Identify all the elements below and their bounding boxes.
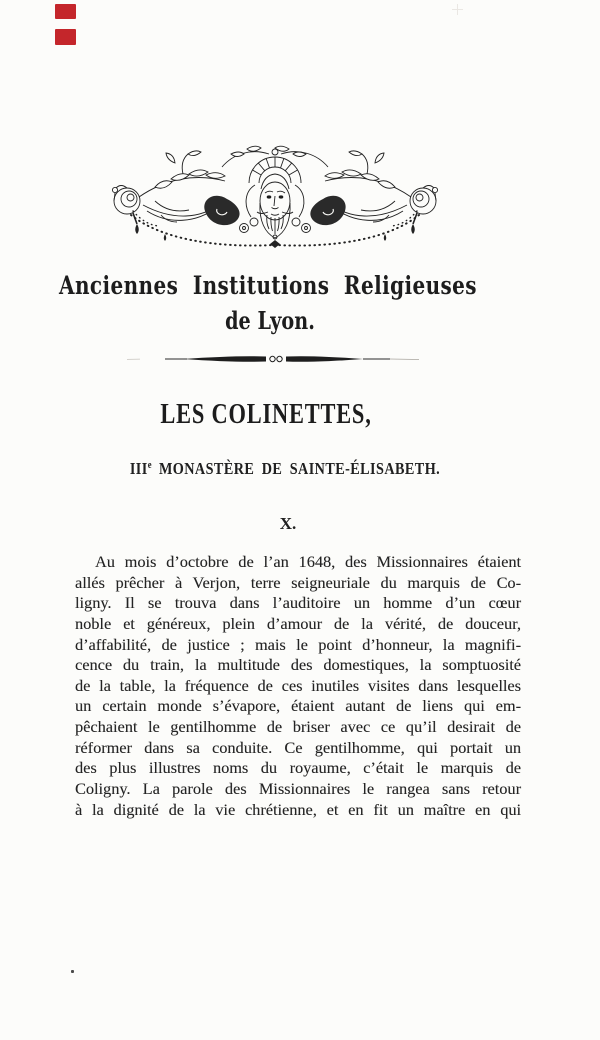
masthead-title-line1: Anciennes Institutions Religieuses bbox=[59, 271, 477, 300]
text-line: d’affabilité, de justice ; mais le point d’honneur, la magnifi- bbox=[75, 634, 521, 654]
red-stamp-mark-bottom bbox=[55, 29, 76, 45]
article-title: LES COLINETTES, bbox=[160, 399, 372, 430]
text-line: noble et généreux, plein d’amour de la vérité, de douceur, bbox=[75, 613, 521, 633]
masthead-title-line2: de Lyon. bbox=[225, 306, 315, 335]
body-paragraph bbox=[75, 552, 521, 820]
text-line: pêchaient le gentilhomme de briser avec ce qu’il desirait de bbox=[75, 717, 521, 737]
section-number: X. bbox=[279, 514, 297, 533]
text-line: ligny. Il se trouva dans l’auditoire un homme d’un cœur bbox=[75, 593, 521, 613]
subtitle-ordinal-superscript: e bbox=[147, 460, 152, 471]
text-line: des plus illustres noms du royaume, c’était le marquis de bbox=[75, 758, 521, 778]
text-line: Coligny. La parole des Missionnaires le rangea sans retour bbox=[75, 779, 521, 799]
text-line: de la table, la fréquence de ces inutiles visites dans lesquelles bbox=[75, 675, 521, 695]
text-line: cence du train, la multitude des domestiques, la somptuosité bbox=[75, 655, 521, 675]
text-line: à la dignité de la vie chrétienne, et en fit un maître en qui bbox=[75, 799, 521, 819]
text-line: allés prêcher à Verjon, terre seigneuriale du marquis de Co- bbox=[75, 572, 521, 592]
mascaron-vignette-ornament bbox=[103, 141, 447, 253]
registration-plus-mark bbox=[452, 4, 463, 15]
text-line: Au mois d’octobre de l’an 1648, des Missionnaires étaient bbox=[95, 552, 521, 571]
text-line: réformer dans sa conduite. Ce gentilhomme, qui portait un bbox=[75, 737, 521, 757]
text-line: un certain monde s’évapore, étaient autant de liens qui em- bbox=[75, 696, 521, 716]
red-stamp-mark-top bbox=[55, 4, 76, 19]
ornamental-divider bbox=[127, 353, 419, 365]
subtitle-roman-numeral: III bbox=[129, 459, 148, 478]
article-subtitle bbox=[27, 459, 543, 479]
subtitle-text: MONASTÈRE DE SAINTE-ÉLISABETH. bbox=[151, 459, 441, 478]
ink-speck bbox=[71, 970, 74, 973]
